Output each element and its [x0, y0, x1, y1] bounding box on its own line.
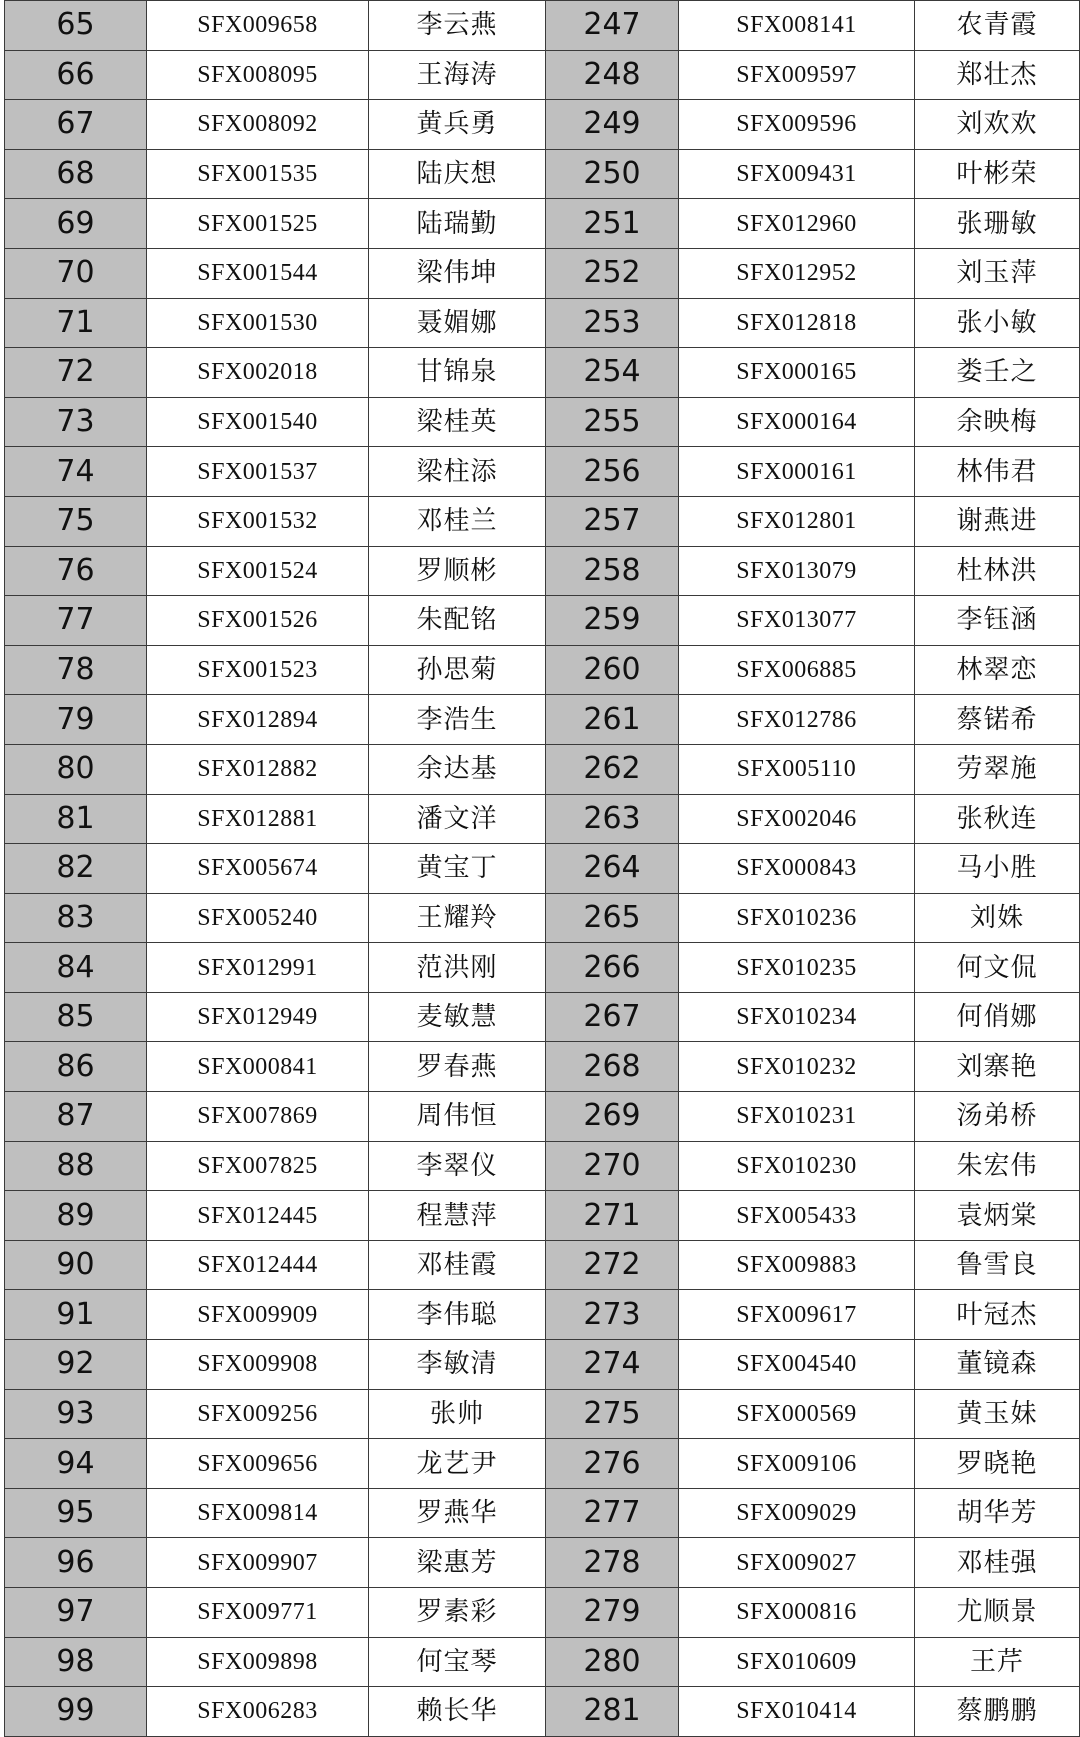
left-member-name-cell: 朱配铭: [369, 596, 546, 646]
left-serial-number-cell: 65: [5, 1, 147, 51]
right-member-name-cell: 黄玉妹: [915, 1389, 1080, 1439]
right-member-id-cell: SFX010234: [679, 992, 915, 1042]
right-member-id-cell: SFX009027: [679, 1538, 915, 1588]
left-member-name-cell: 梁柱添: [369, 447, 546, 497]
right-serial-number-cell: 269: [546, 1092, 679, 1142]
table-row: [5, 1588, 1080, 1638]
right-member-id-cell: SFX004540: [679, 1340, 915, 1390]
left-member-name-cell: 麦敏慧: [369, 992, 546, 1042]
left-member-id-cell: SFX001540: [147, 397, 369, 447]
right-serial-number-cell: 251: [546, 199, 679, 249]
right-serial-number-cell: 281: [546, 1687, 679, 1737]
left-serial-number-cell: 87: [5, 1092, 147, 1142]
table-row: [5, 100, 1080, 150]
table-row: [5, 348, 1080, 398]
table-row: [5, 1290, 1080, 1340]
right-serial-number-cell: 256: [546, 447, 679, 497]
left-serial-number-cell: 86: [5, 1042, 147, 1092]
right-serial-number-cell: 270: [546, 1141, 679, 1191]
right-member-name-cell: 胡华芳: [915, 1488, 1080, 1538]
left-serial-number-cell: 90: [5, 1240, 147, 1290]
right-serial-number-cell: 265: [546, 893, 679, 943]
right-member-name-cell: 刘欢欢: [915, 100, 1080, 150]
right-member-name-cell: 张秋连: [915, 794, 1080, 844]
left-member-name-cell: 范洪刚: [369, 943, 546, 993]
left-member-name-cell: 罗春燕: [369, 1042, 546, 1092]
right-serial-number-cell: 275: [546, 1389, 679, 1439]
left-member-id-cell: SFX000841: [147, 1042, 369, 1092]
right-serial-number-cell: 279: [546, 1588, 679, 1638]
right-member-id-cell: SFX010231: [679, 1092, 915, 1142]
left-member-id-cell: SFX001530: [147, 298, 369, 348]
right-member-name-cell: 杜林洪: [915, 546, 1080, 596]
left-serial-number-cell: 76: [5, 546, 147, 596]
right-member-id-cell: SFX000569: [679, 1389, 915, 1439]
table-row: [5, 1191, 1080, 1241]
left-member-id-cell: SFX007869: [147, 1092, 369, 1142]
left-member-name-cell: 周伟恒: [369, 1092, 546, 1142]
left-serial-number-cell: 85: [5, 992, 147, 1042]
right-serial-number-cell: 259: [546, 596, 679, 646]
left-serial-number-cell: 97: [5, 1588, 147, 1638]
right-member-name-cell: 林翠恋: [915, 645, 1080, 695]
left-member-name-cell: 罗素彩: [369, 1588, 546, 1638]
left-member-name-cell: 王海涛: [369, 50, 546, 100]
table-row: [5, 1092, 1080, 1142]
left-member-id-cell: SFX012949: [147, 992, 369, 1042]
left-member-id-cell: SFX012882: [147, 744, 369, 794]
right-serial-number-cell: 263: [546, 794, 679, 844]
left-member-id-cell: SFX009907: [147, 1538, 369, 1588]
right-member-id-cell: SFX012952: [679, 248, 915, 298]
right-member-id-cell: SFX005433: [679, 1191, 915, 1241]
left-serial-number-cell: 89: [5, 1191, 147, 1241]
table-row: [5, 844, 1080, 894]
right-serial-number-cell: 268: [546, 1042, 679, 1092]
right-member-name-cell: 劳翠施: [915, 744, 1080, 794]
right-member-id-cell: SFX000164: [679, 397, 915, 447]
right-serial-number-cell: 272: [546, 1240, 679, 1290]
right-member-name-cell: 马小胜: [915, 844, 1080, 894]
right-member-id-cell: SFX010230: [679, 1141, 915, 1191]
right-member-name-cell: 张小敏: [915, 298, 1080, 348]
left-serial-number-cell: 67: [5, 100, 147, 150]
right-member-name-cell: 刘玉萍: [915, 248, 1080, 298]
left-member-name-cell: 孙思菊: [369, 645, 546, 695]
left-member-id-cell: SFX008095: [147, 50, 369, 100]
right-member-name-cell: 王芹: [915, 1637, 1080, 1687]
left-member-id-cell: SFX001532: [147, 496, 369, 546]
left-member-name-cell: 黄宝丁: [369, 844, 546, 894]
table-row: [5, 992, 1080, 1042]
left-serial-number-cell: 88: [5, 1141, 147, 1191]
left-member-id-cell: SFX001526: [147, 596, 369, 646]
right-member-id-cell: SFX012818: [679, 298, 915, 348]
left-member-name-cell: 梁伟坤: [369, 248, 546, 298]
left-member-name-cell: 赖长华: [369, 1687, 546, 1737]
left-member-id-cell: SFX009908: [147, 1340, 369, 1390]
right-member-id-cell: SFX010414: [679, 1687, 915, 1737]
right-member-name-cell: 郑壮杰: [915, 50, 1080, 100]
left-member-id-cell: SFX001523: [147, 645, 369, 695]
left-member-name-cell: 梁桂英: [369, 397, 546, 447]
right-serial-number-cell: 278: [546, 1538, 679, 1588]
right-serial-number-cell: 273: [546, 1290, 679, 1340]
left-member-name-cell: 罗燕华: [369, 1488, 546, 1538]
left-member-name-cell: 程慧萍: [369, 1191, 546, 1241]
left-member-name-cell: 黄兵勇: [369, 100, 546, 150]
table-row: [5, 1439, 1080, 1489]
roster-table: [4, 0, 1080, 1737]
left-member-name-cell: 聂媚娜: [369, 298, 546, 348]
right-member-name-cell: 蔡锘希: [915, 695, 1080, 745]
left-member-id-cell: SFX009656: [147, 1439, 369, 1489]
left-member-id-cell: SFX001525: [147, 199, 369, 249]
left-serial-number-cell: 81: [5, 794, 147, 844]
left-member-name-cell: 邓桂霞: [369, 1240, 546, 1290]
right-serial-number-cell: 280: [546, 1637, 679, 1687]
table-row: [5, 645, 1080, 695]
left-serial-number-cell: 72: [5, 348, 147, 398]
left-serial-number-cell: 80: [5, 744, 147, 794]
right-serial-number-cell: 261: [546, 695, 679, 745]
table-row: [5, 893, 1080, 943]
right-member-id-cell: SFX010232: [679, 1042, 915, 1092]
right-serial-number-cell: 277: [546, 1488, 679, 1538]
table-row: [5, 1389, 1080, 1439]
right-member-id-cell: SFX010609: [679, 1637, 915, 1687]
right-serial-number-cell: 253: [546, 298, 679, 348]
left-member-id-cell: SFX001535: [147, 149, 369, 199]
left-member-name-cell: 李浩生: [369, 695, 546, 745]
table-row: [5, 1488, 1080, 1538]
left-member-id-cell: SFX001544: [147, 248, 369, 298]
right-member-name-cell: 娄壬之: [915, 348, 1080, 398]
right-member-id-cell: SFX013079: [679, 546, 915, 596]
right-member-id-cell: SFX000843: [679, 844, 915, 894]
right-member-id-cell: SFX009883: [679, 1240, 915, 1290]
right-serial-number-cell: 266: [546, 943, 679, 993]
left-serial-number-cell: 79: [5, 695, 147, 745]
table-row: [5, 1141, 1080, 1191]
right-member-id-cell: SFX009431: [679, 149, 915, 199]
left-member-id-cell: SFX009898: [147, 1637, 369, 1687]
table-row: [5, 1340, 1080, 1390]
right-member-name-cell: 谢燕进: [915, 496, 1080, 546]
right-member-id-cell: SFX002046: [679, 794, 915, 844]
right-member-name-cell: 刘寨艳: [915, 1042, 1080, 1092]
left-member-id-cell: SFX012894: [147, 695, 369, 745]
right-member-name-cell: 何俏娜: [915, 992, 1080, 1042]
table-row: [5, 1637, 1080, 1687]
table-row: [5, 1538, 1080, 1588]
right-member-name-cell: 汤弟桥: [915, 1092, 1080, 1142]
right-member-id-cell: SFX009106: [679, 1439, 915, 1489]
left-member-id-cell: SFX001537: [147, 447, 369, 497]
left-member-name-cell: 陆庆想: [369, 149, 546, 199]
right-serial-number-cell: 271: [546, 1191, 679, 1241]
right-member-name-cell: 尤顺景: [915, 1588, 1080, 1638]
right-serial-number-cell: 274: [546, 1340, 679, 1390]
right-serial-number-cell: 252: [546, 248, 679, 298]
left-member-name-cell: 梁惠芳: [369, 1538, 546, 1588]
left-serial-number-cell: 84: [5, 943, 147, 993]
right-serial-number-cell: 267: [546, 992, 679, 1042]
right-member-name-cell: 袁炳棠: [915, 1191, 1080, 1241]
table-row: [5, 943, 1080, 993]
right-serial-number-cell: 264: [546, 844, 679, 894]
left-member-id-cell: SFX012991: [147, 943, 369, 993]
left-member-id-cell: SFX002018: [147, 348, 369, 398]
right-member-name-cell: 何文侃: [915, 943, 1080, 993]
right-member-id-cell: SFX012801: [679, 496, 915, 546]
right-member-name-cell: 张珊敏: [915, 199, 1080, 249]
right-member-id-cell: SFX008141: [679, 1, 915, 51]
table-row: [5, 298, 1080, 348]
table-row: [5, 744, 1080, 794]
right-member-name-cell: 朱宏伟: [915, 1141, 1080, 1191]
left-member-name-cell: 李伟聪: [369, 1290, 546, 1340]
left-member-id-cell: SFX001524: [147, 546, 369, 596]
right-member-id-cell: SFX010236: [679, 893, 915, 943]
right-member-id-cell: SFX009597: [679, 50, 915, 100]
left-serial-number-cell: 74: [5, 447, 147, 497]
left-member-name-cell: 张帅: [369, 1389, 546, 1439]
left-serial-number-cell: 78: [5, 645, 147, 695]
right-member-name-cell: 余映梅: [915, 397, 1080, 447]
right-member-id-cell: SFX006885: [679, 645, 915, 695]
right-member-id-cell: SFX012786: [679, 695, 915, 745]
right-member-name-cell: 叶彬荣: [915, 149, 1080, 199]
right-member-id-cell: SFX012960: [679, 199, 915, 249]
right-member-id-cell: SFX000816: [679, 1588, 915, 1638]
left-member-id-cell: SFX009658: [147, 1, 369, 51]
left-serial-number-cell: 82: [5, 844, 147, 894]
table-row: [5, 1240, 1080, 1290]
roster-table-body: [5, 1, 1080, 1737]
table-row: [5, 695, 1080, 745]
right-serial-number-cell: 262: [546, 744, 679, 794]
right-member-id-cell: SFX000165: [679, 348, 915, 398]
left-serial-number-cell: 93: [5, 1389, 147, 1439]
left-serial-number-cell: 71: [5, 298, 147, 348]
left-member-id-cell: SFX009909: [147, 1290, 369, 1340]
table-row: [5, 447, 1080, 497]
table-row: [5, 546, 1080, 596]
left-member-name-cell: 李敏清: [369, 1340, 546, 1390]
right-serial-number-cell: 258: [546, 546, 679, 596]
right-member-name-cell: 蔡鹏鹏: [915, 1687, 1080, 1737]
right-serial-number-cell: 255: [546, 397, 679, 447]
right-serial-number-cell: 247: [546, 1, 679, 51]
right-serial-number-cell: 276: [546, 1439, 679, 1489]
left-serial-number-cell: 68: [5, 149, 147, 199]
right-member-name-cell: 叶冠杰: [915, 1290, 1080, 1340]
left-member-id-cell: SFX012881: [147, 794, 369, 844]
left-member-id-cell: SFX009771: [147, 1588, 369, 1638]
left-member-name-cell: 陆瑞勤: [369, 199, 546, 249]
left-member-id-cell: SFX012444: [147, 1240, 369, 1290]
table-row: [5, 149, 1080, 199]
right-member-id-cell: SFX009029: [679, 1488, 915, 1538]
table-row: [5, 794, 1080, 844]
right-member-name-cell: 林伟君: [915, 447, 1080, 497]
left-member-id-cell: SFX009256: [147, 1389, 369, 1439]
table-row: [5, 1, 1080, 51]
left-serial-number-cell: 92: [5, 1340, 147, 1390]
left-member-id-cell: SFX005240: [147, 893, 369, 943]
left-member-name-cell: 余达基: [369, 744, 546, 794]
right-member-name-cell: 邓桂强: [915, 1538, 1080, 1588]
right-member-name-cell: 刘姝: [915, 893, 1080, 943]
left-member-name-cell: 王耀羚: [369, 893, 546, 943]
left-member-name-cell: 潘文洋: [369, 794, 546, 844]
left-member-name-cell: 李云燕: [369, 1, 546, 51]
left-serial-number-cell: 77: [5, 596, 147, 646]
right-serial-number-cell: 250: [546, 149, 679, 199]
left-serial-number-cell: 96: [5, 1538, 147, 1588]
left-serial-number-cell: 66: [5, 50, 147, 100]
left-serial-number-cell: 99: [5, 1687, 147, 1737]
left-serial-number-cell: 91: [5, 1290, 147, 1340]
right-member-name-cell: 鲁雪良: [915, 1240, 1080, 1290]
table-row: [5, 1042, 1080, 1092]
left-member-name-cell: 龙艺尹: [369, 1439, 546, 1489]
right-member-name-cell: 罗晓艳: [915, 1439, 1080, 1489]
table-row: [5, 596, 1080, 646]
left-serial-number-cell: 73: [5, 397, 147, 447]
left-serial-number-cell: 83: [5, 893, 147, 943]
right-serial-number-cell: 254: [546, 348, 679, 398]
table-row: [5, 496, 1080, 546]
right-serial-number-cell: 260: [546, 645, 679, 695]
left-member-name-cell: 甘锦泉: [369, 348, 546, 398]
right-member-id-cell: SFX010235: [679, 943, 915, 993]
table-row: [5, 248, 1080, 298]
table-row: [5, 1687, 1080, 1737]
left-member-id-cell: SFX005674: [147, 844, 369, 894]
left-member-name-cell: 邓桂兰: [369, 496, 546, 546]
left-member-id-cell: SFX006283: [147, 1687, 369, 1737]
left-serial-number-cell: 69: [5, 199, 147, 249]
right-serial-number-cell: 257: [546, 496, 679, 546]
table-row: [5, 50, 1080, 100]
left-serial-number-cell: 95: [5, 1488, 147, 1538]
right-member-id-cell: SFX005110: [679, 744, 915, 794]
left-member-name-cell: 何宝琴: [369, 1637, 546, 1687]
right-member-id-cell: SFX009596: [679, 100, 915, 150]
right-serial-number-cell: 248: [546, 50, 679, 100]
left-serial-number-cell: 70: [5, 248, 147, 298]
left-member-id-cell: SFX008092: [147, 100, 369, 150]
right-serial-number-cell: 249: [546, 100, 679, 150]
left-serial-number-cell: 98: [5, 1637, 147, 1687]
left-serial-number-cell: 94: [5, 1439, 147, 1489]
left-member-id-cell: SFX012445: [147, 1191, 369, 1241]
right-member-id-cell: SFX009617: [679, 1290, 915, 1340]
right-member-id-cell: SFX013077: [679, 596, 915, 646]
left-member-id-cell: SFX007825: [147, 1141, 369, 1191]
left-member-name-cell: 李翠仪: [369, 1141, 546, 1191]
left-member-id-cell: SFX009814: [147, 1488, 369, 1538]
table-row: [5, 199, 1080, 249]
right-member-name-cell: 董镜森: [915, 1340, 1080, 1390]
right-member-id-cell: SFX000161: [679, 447, 915, 497]
right-member-name-cell: 农青霞: [915, 1, 1080, 51]
left-member-name-cell: 罗顺彬: [369, 546, 546, 596]
right-member-name-cell: 李钰涵: [915, 596, 1080, 646]
left-serial-number-cell: 75: [5, 496, 147, 546]
table-row: [5, 397, 1080, 447]
